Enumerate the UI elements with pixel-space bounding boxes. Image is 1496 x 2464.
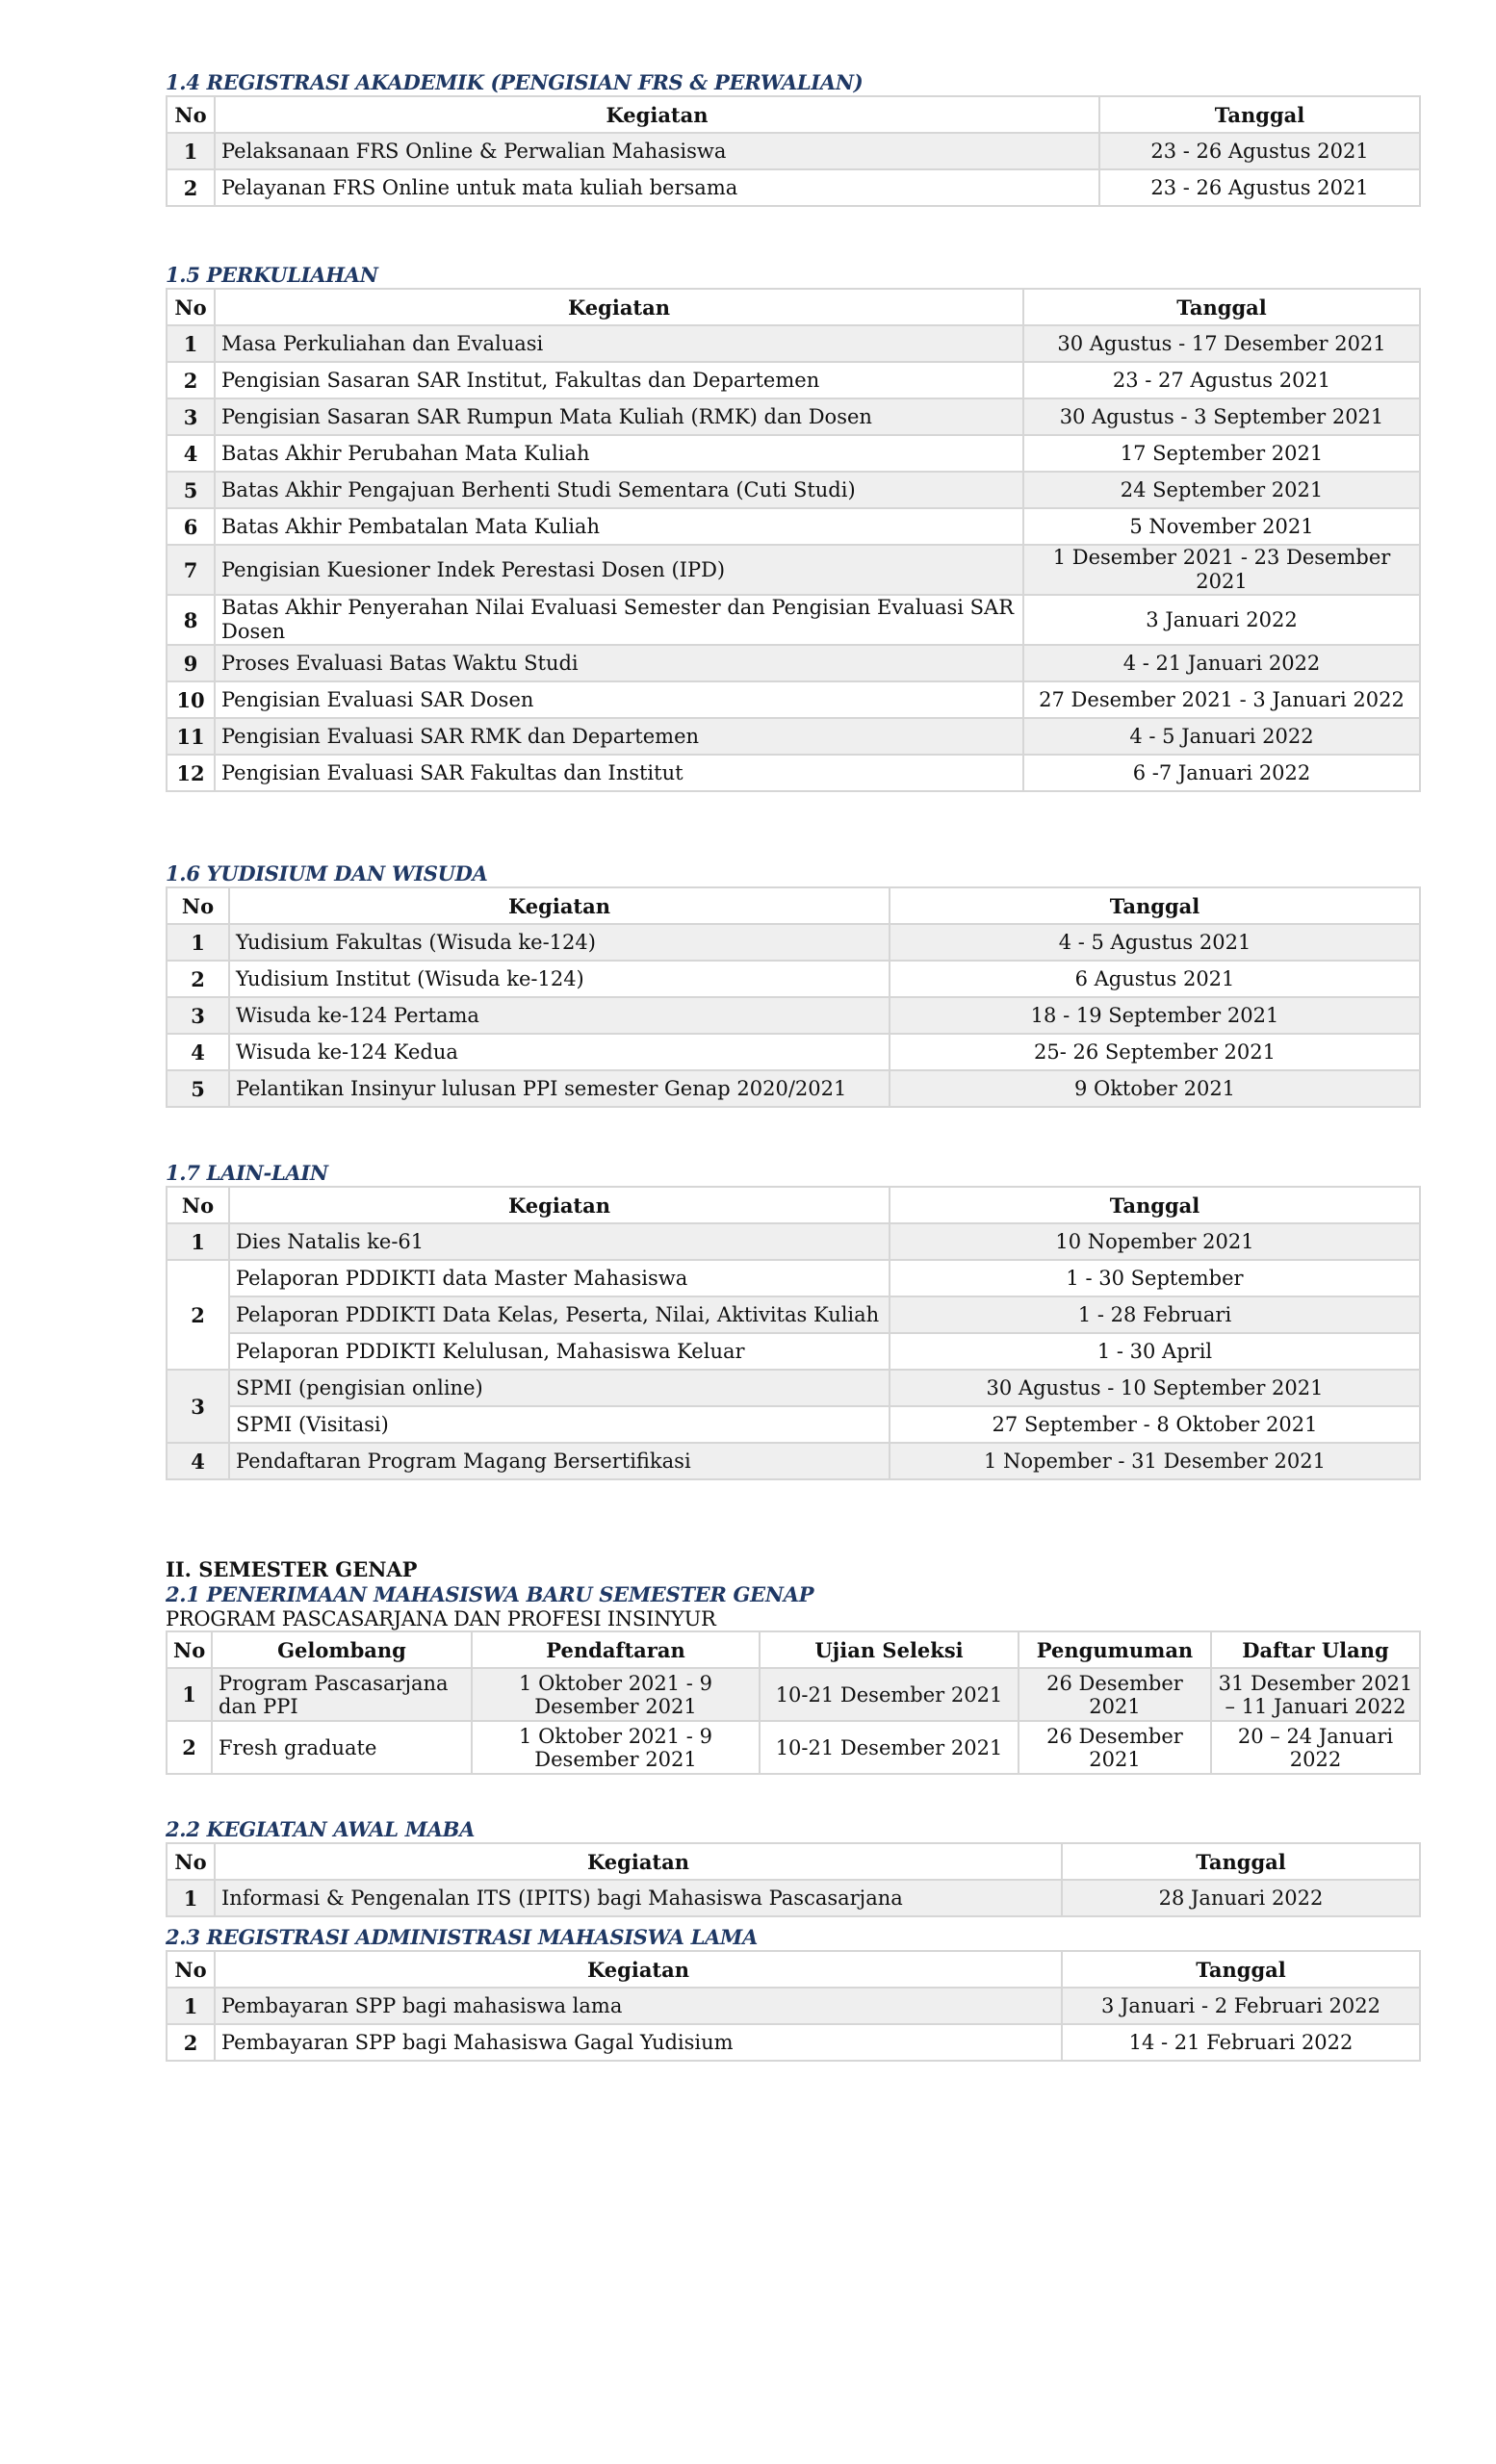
header-kegiatan: Kegiatan [229, 1187, 890, 1223]
row-ujian: 10-21 Desember 2021 [760, 1668, 1019, 1721]
row-tanggal: 30 Agustus - 3 September 2021 [1023, 398, 1420, 435]
table-header [167, 887, 1420, 924]
row-tanggal: 1 - 30 April [890, 1333, 1420, 1370]
section-title: 2.1 PENERIMAAN MAHASISWA BARU SEMESTER GENAP [166, 1582, 814, 1606]
table-row [167, 435, 1420, 472]
header-kegiatan: Kegiatan [215, 1843, 1062, 1880]
table-row [167, 1668, 1420, 1721]
header-tanggal: Tanggal [1099, 96, 1420, 133]
row-kegiatan: Pelaksanaan FRS Online & Perwalian Mahasiswa [215, 133, 1099, 169]
row-no: 3 [167, 997, 229, 1034]
header-kegiatan: Kegiatan [229, 887, 890, 924]
section-title: 1.4 REGISTRASI AKADEMIK (PENGISIAN FRS & PERWALIAN) [166, 70, 864, 94]
row-kegiatan: SPMI (Visitasi) [229, 1406, 890, 1443]
table-header [167, 1631, 1420, 1668]
table-row [167, 133, 1420, 169]
row-tanggal: 10 Nopember 2021 [890, 1223, 1420, 1260]
header-gelombang: Gelombang [212, 1631, 472, 1668]
section-1-5 [166, 263, 1421, 792]
header-kegiatan: Kegiatan [215, 96, 1099, 133]
row-no: 8 [167, 595, 215, 645]
row-no: 12 [167, 755, 215, 791]
row-no: 5 [167, 472, 215, 508]
row-tanggal: 30 Agustus - 17 Desember 2021 [1023, 325, 1420, 362]
header-kegiatan: Kegiatan [215, 289, 1023, 325]
row-tanggal: 18 - 19 September 2021 [890, 997, 1420, 1034]
table-1-5 [166, 288, 1421, 792]
table-row [167, 681, 1420, 718]
row-tanggal: 6 Agustus 2021 [890, 961, 1420, 997]
row-no: 2 [167, 169, 215, 206]
row-no: 1 [167, 325, 215, 362]
row-tanggal: 4 - 21 Januari 2022 [1023, 645, 1420, 681]
row-kegiatan: Pelaporan PDDIKTI data Master Mahasiswa [229, 1260, 890, 1296]
row-tanggal: 14 - 21 Februari 2022 [1062, 2024, 1420, 2061]
table-row [167, 1296, 1420, 1333]
section-2-2 [166, 1817, 1421, 1917]
row-kegiatan: Pengisian Evaluasi SAR Dosen [215, 681, 1023, 718]
table-row [167, 169, 1420, 206]
table-header [167, 1843, 1420, 1880]
table-row [167, 718, 1420, 755]
table-2-3 [166, 1950, 1421, 2062]
header-daftar-ulang: Daftar Ulang [1211, 1631, 1420, 1668]
row-no: 1 [167, 1880, 215, 1916]
row-no: 4 [167, 1443, 229, 1479]
row-no: 1 [167, 133, 215, 169]
header-no: No [167, 1951, 215, 1988]
table-1-6 [166, 886, 1421, 1108]
row-no: 2 [167, 362, 215, 398]
row-tanggal: 17 September 2021 [1023, 435, 1420, 472]
section-1-6 [166, 861, 1421, 1108]
row-kegiatan: Pengisian Evaluasi SAR RMK dan Departemen [215, 718, 1023, 755]
row-tanggal: 30 Agustus - 10 September 2021 [890, 1370, 1420, 1406]
header-ujian-seleksi: Ujian Seleksi [760, 1631, 1019, 1668]
section-title: 2.2 KEGIATAN AWAL MABA [166, 1817, 476, 1841]
row-kegiatan: Dies Natalis ke-61 [229, 1223, 890, 1260]
row-no: 5 [167, 1070, 229, 1107]
row-no: 3 [167, 1370, 229, 1443]
section-2-1 [166, 1557, 1421, 1775]
row-kegiatan: Batas Akhir Pengajuan Berhenti Studi Sementara (Cuti Studi) [215, 472, 1023, 508]
table-row [167, 1260, 1420, 1296]
table-row [167, 1880, 1420, 1916]
row-pengumuman: 26 Desember 2021 [1019, 1721, 1211, 1774]
table-row [167, 1406, 1420, 1443]
section-title: 1.7 LAIN-LAIN [166, 1161, 328, 1185]
table-row [167, 1988, 1420, 2024]
row-pendaftaran: 1 Oktober 2021 - 9 Desember 2021 [472, 1721, 760, 1774]
row-no: 2 [167, 1260, 229, 1370]
row-kegiatan: Pelaporan PDDIKTI Kelulusan, Mahasiswa Keluar [229, 1333, 890, 1370]
header-tanggal: Tanggal [1062, 1843, 1420, 1880]
table-row [167, 997, 1420, 1034]
row-kegiatan: Pengisian Sasaran SAR Rumpun Mata Kuliah (RMK) dan Dosen [215, 398, 1023, 435]
row-kegiatan: Pelayanan FRS Online untuk mata kuliah bersama [215, 169, 1099, 206]
row-no: 2 [167, 961, 229, 997]
row-no: 7 [167, 545, 215, 595]
table-row [167, 398, 1420, 435]
row-no: 2 [167, 1721, 212, 1774]
row-pengumuman: 26 Desember 2021 [1019, 1668, 1211, 1721]
row-no: 1 [167, 924, 229, 961]
row-tanggal: 1 - 28 Februari [890, 1296, 1420, 1333]
table-2-1 [166, 1630, 1421, 1775]
header-pengumuman: Pengumuman [1019, 1631, 1211, 1668]
row-tanggal: 1 Nopember - 31 Desember 2021 [890, 1443, 1420, 1479]
row-kegiatan: SPMI (pengisian online) [229, 1370, 890, 1406]
row-kegiatan: Wisuda ke-124 Pertama [229, 997, 890, 1034]
row-no: 11 [167, 718, 215, 755]
row-tanggal: 27 Desember 2021 - 3 Januari 2022 [1023, 681, 1420, 718]
table-row [167, 1333, 1420, 1370]
row-daftar-ulang: 20 – 24 Januari 2022 [1211, 1721, 1420, 1774]
header-tanggal: Tanggal [1023, 289, 1420, 325]
row-kegiatan: Informasi & Pengenalan ITS (IPITS) bagi Mahasiswa Pascasarjana [215, 1880, 1062, 1916]
row-tanggal: 5 November 2021 [1023, 508, 1420, 545]
table-row [167, 961, 1420, 997]
table-1-4 [166, 95, 1421, 207]
row-tanggal: 1 Desember 2021 - 23 Desember 2021 [1023, 545, 1420, 595]
table-row [167, 1721, 1420, 1774]
row-kegiatan: Pendaftaran Program Magang Bersertifikasi [229, 1443, 890, 1479]
header-no: No [167, 887, 229, 924]
row-tanggal: 27 September - 8 Oktober 2021 [890, 1406, 1420, 1443]
row-no: 1 [167, 1668, 212, 1721]
row-no: 1 [167, 1988, 215, 2024]
row-no: 1 [167, 1223, 229, 1260]
row-tanggal: 23 - 27 Agustus 2021 [1023, 362, 1420, 398]
row-kegiatan: Pelantikan Insinyur lulusan PPI semester Genap 2020/2021 [229, 1070, 890, 1107]
header-kegiatan: Kegiatan [215, 1951, 1062, 1988]
row-tanggal: 4 - 5 Januari 2022 [1023, 718, 1420, 755]
row-kegiatan: Pembayaran SPP bagi Mahasiswa Gagal Yudisium [215, 2024, 1062, 2061]
table-row [167, 508, 1420, 545]
part-title: II. SEMESTER GENAP [166, 1557, 418, 1581]
row-kegiatan: Wisuda ke-124 Kedua [229, 1034, 890, 1070]
header-no: No [167, 96, 215, 133]
row-tanggal: 23 - 26 Agustus 2021 [1099, 133, 1420, 169]
row-kegiatan: Pengisian Evaluasi SAR Fakultas dan Institut [215, 755, 1023, 791]
table-row [167, 545, 1420, 595]
row-kegiatan: Batas Akhir Pembatalan Mata Kuliah [215, 508, 1023, 545]
row-kegiatan: Yudisium Fakultas (Wisuda ke-124) [229, 924, 890, 961]
table-header [167, 1187, 1420, 1223]
section-1-7 [166, 1161, 1421, 1480]
header-no: No [167, 1843, 215, 1880]
table-row [167, 2024, 1420, 2061]
table-row [167, 1370, 1420, 1406]
row-tanggal: 24 September 2021 [1023, 472, 1420, 508]
row-no: 9 [167, 645, 215, 681]
row-kegiatan: Pelaporan PDDIKTI Data Kelas, Peserta, Nilai, Aktivitas Kuliah [229, 1296, 890, 1333]
row-ujian: 10-21 Desember 2021 [760, 1721, 1019, 1774]
table-row [167, 755, 1420, 791]
row-tanggal: 28 Januari 2022 [1062, 1880, 1420, 1916]
table-row [167, 1070, 1420, 1107]
table-2-2 [166, 1842, 1421, 1917]
table-row [167, 362, 1420, 398]
row-tanggal: 1 - 30 September [890, 1260, 1420, 1296]
row-kegiatan: Pengisian Sasaran SAR Institut, Fakultas dan Departemen [215, 362, 1023, 398]
header-pendaftaran: Pendaftaran [472, 1631, 760, 1668]
row-gelombang: Program Pascasarjana dan PPI [212, 1668, 472, 1721]
table-row [167, 1223, 1420, 1260]
header-tanggal: Tanggal [890, 1187, 1420, 1223]
table-header [167, 1951, 1420, 1988]
row-gelombang: Fresh graduate [212, 1721, 472, 1774]
row-no: 6 [167, 508, 215, 545]
row-no: 2 [167, 2024, 215, 2061]
row-kegiatan: Masa Perkuliahan dan Evaluasi [215, 325, 1023, 362]
table-header [167, 289, 1420, 325]
section-2-3 [166, 1925, 1421, 2062]
section-title: 1.5 PERKULIAHAN [166, 263, 378, 287]
row-tanggal: 23 - 26 Agustus 2021 [1099, 169, 1420, 206]
row-tanggal: 3 Januari 2022 [1023, 595, 1420, 645]
row-no: 4 [167, 435, 215, 472]
table-row [167, 1034, 1420, 1070]
row-tanggal: 4 - 5 Agustus 2021 [890, 924, 1420, 961]
table-row [167, 472, 1420, 508]
table-row [167, 924, 1420, 961]
row-kegiatan: Yudisium Institut (Wisuda ke-124) [229, 961, 890, 997]
table-row [167, 1443, 1420, 1479]
row-tanggal: 25- 26 September 2021 [890, 1034, 1420, 1070]
row-daftar-ulang: 31 Desember 2021 – 11 Januari 2022 [1211, 1668, 1420, 1721]
row-no: 3 [167, 398, 215, 435]
table-1-7 [166, 1186, 1421, 1480]
table-row [167, 325, 1420, 362]
row-tanggal: 9 Oktober 2021 [890, 1070, 1420, 1107]
table-row [167, 645, 1420, 681]
section-title: 2.3 REGISTRASI ADMINISTRASI MAHASISWA LAMA [166, 1925, 759, 1949]
header-tanggal: Tanggal [890, 887, 1420, 924]
section-1-4 [166, 70, 1421, 207]
row-kegiatan: Proses Evaluasi Batas Waktu Studi [215, 645, 1023, 681]
table-row [167, 595, 1420, 645]
row-no: 10 [167, 681, 215, 718]
row-no: 4 [167, 1034, 229, 1070]
section-title: 1.6 YUDISIUM DAN WISUDA [166, 861, 488, 886]
row-pendaftaran: 1 Oktober 2021 - 9 Desember 2021 [472, 1668, 760, 1721]
row-kegiatan: Batas Akhir Perubahan Mata Kuliah [215, 435, 1023, 472]
header-no: No [167, 1187, 229, 1223]
row-tanggal: 6 -7 Januari 2022 [1023, 755, 1420, 791]
header-tanggal: Tanggal [1062, 1951, 1420, 1988]
header-no: No [167, 1631, 212, 1668]
row-kegiatan: Batas Akhir Penyerahan Nilai Evaluasi Semester dan Pengisian Evaluasi SAR Dosen [215, 595, 1023, 645]
row-tanggal: 3 Januari - 2 Februari 2022 [1062, 1988, 1420, 2024]
section-subtitle: PROGRAM PASCASARJANA DAN PROFESI INSINYUR [166, 1607, 716, 1630]
row-kegiatan: Pengisian Kuesioner Indek Perestasi Dosen (IPD) [215, 545, 1023, 595]
table-header [167, 96, 1420, 133]
row-kegiatan: Pembayaran SPP bagi mahasiswa lama [215, 1988, 1062, 2024]
header-no: No [167, 289, 215, 325]
